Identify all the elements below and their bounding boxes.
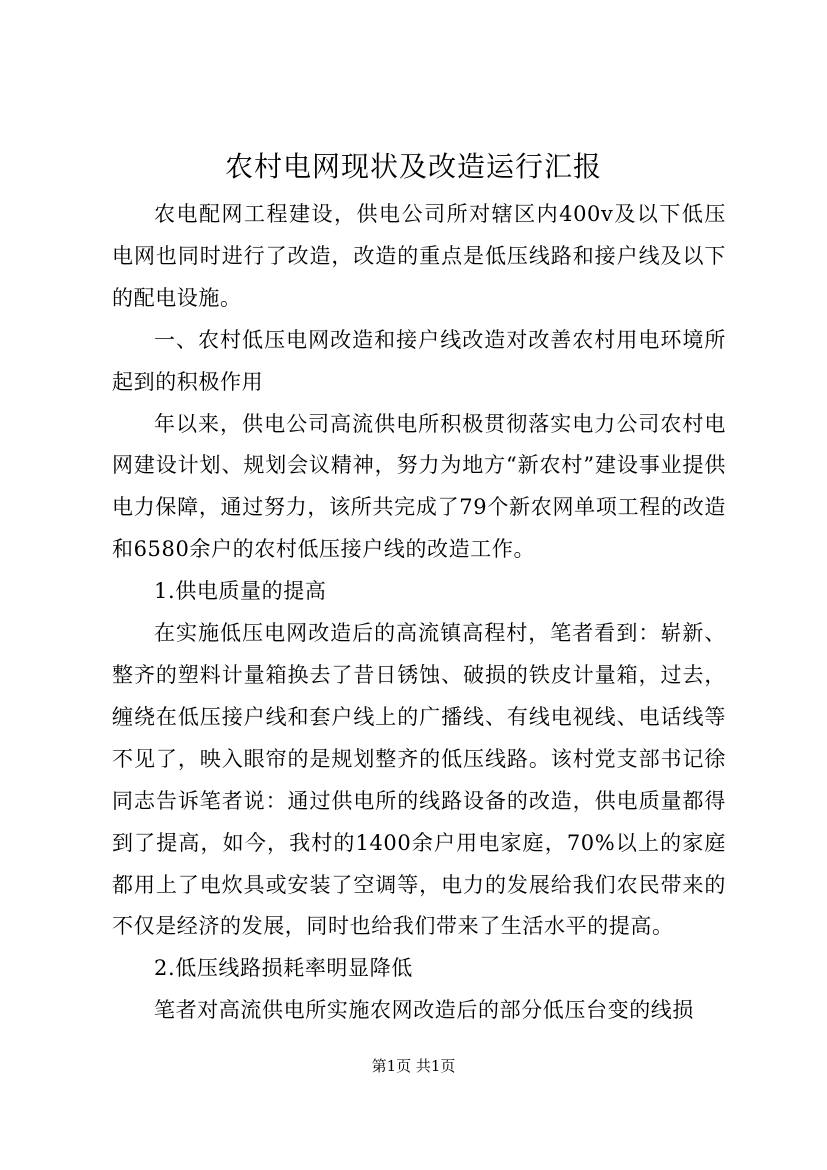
paragraph-achievements: 年以来，供电公司高流供电所积极贯彻落实电力公司农村电网建设计划、规划会议精神，努力为地方“新农村”建设事业提供电力保障，通过努力，该所共完成了79个新农网单项工程的改造和6580余户的农村低压接户线的改造工作。 (112, 411, 726, 562)
section-heading-1: 一、农村低压电网改造和接户线改造对改善农村用电环境所起到的积极作用 (112, 327, 726, 394)
paragraph-supply-quality: 在实施低压电网改造后的高流镇高程村，笔者看到：崭新、整齐的塑料计量箱换去了昔日锈蚀、破损的铁皮计量箱，过去，缠绕在低压接户线和套户线上的广播线、有线电视线、电话线等不见了，映入眼帘的是规划整齐的低压线路。该村党支部书记徐同志告诉笔者说：通过供电所的线路设备的改造，供电质量都得到了提高，如今，我村的1400余户用电家庭，70%以上的家庭都用上了电炊具或安装了空调等，电力的发展给我们农民带来的不仅是经济的发展，同时也给我们带来了生活水平的提高。 (112, 621, 726, 939)
subsection-heading-2: 2.低压线路损耗率明显降低 (154, 956, 413, 981)
document-title: 农村电网现状及改造运行汇报 (224, 150, 602, 183)
document-body (112, 194, 726, 1032)
subsection-heading-1: 1.供电质量的提高 (154, 579, 327, 604)
page-number-footer: 第1页 共1页 (371, 1057, 456, 1075)
paragraph-line-loss: 笔者对高流供电所实施农网改造后的部分低压台变的线损 (154, 998, 694, 1023)
paragraph-intro: 农电配网工程建设，供电公司所对辖区内400v及以下低压电网也同时进行了改造，改造的重点是低压线路和接户线及以下的配电设施。 (112, 202, 726, 310)
